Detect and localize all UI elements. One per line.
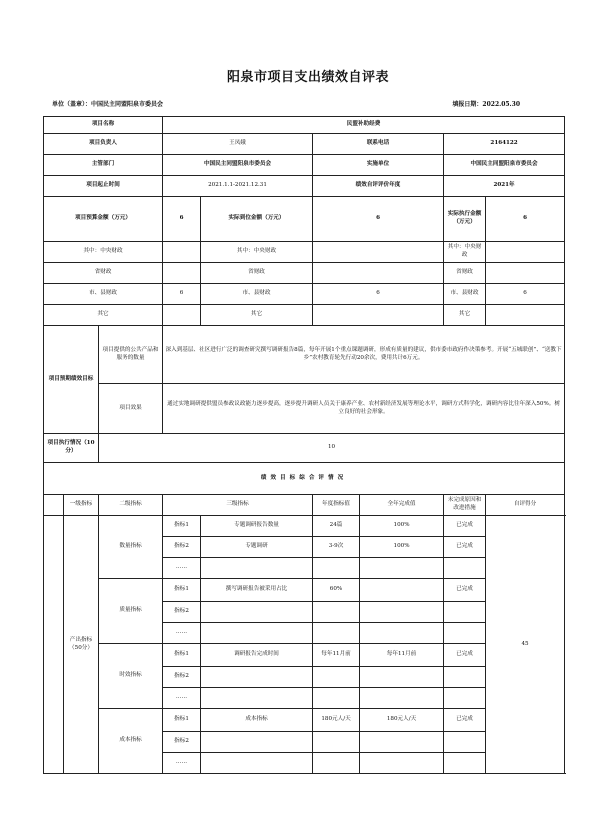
indicator-actual <box>360 732 444 753</box>
service-text: 深入到基层、社区进行广泛的调查研究撰写调研报告8篇，每年开展1个重点课题调研，形成有质量的建议，供市委市政府作决策参考。开展“五城联创”、“送教下乡”农村教育轮先行动20余次，费用共计6万元。 <box>163 326 565 384</box>
row-central <box>44 242 565 263</box>
indicator-index: 指标2 <box>163 537 201 558</box>
indicator-reason: 已完成 <box>444 516 486 537</box>
city-executed-label: 市、县财政 <box>444 284 486 305</box>
execution-value: 10 <box>99 434 565 463</box>
effect-text: 通过实地调研提供盟员参政议政能力逐步提高，逐步提升调研人员关于康养产业、农村新经济发展等理论水平，调研方式科学化，调研内容比往年深入50%。树立良好的社会形象。 <box>163 384 565 434</box>
indicator-actual <box>360 602 444 623</box>
evaluation-table <box>43 116 565 774</box>
header-actual: 全年完成值 <box>360 495 444 516</box>
group-name: 质量指标 <box>99 579 163 644</box>
indicator-index: …… <box>163 688 201 709</box>
group-name: 时效指标 <box>99 644 163 709</box>
province-label: 省财政 <box>44 263 163 284</box>
section-title: 绩效目标综合评情况 <box>44 463 565 495</box>
service-label: 项目提供的公共产品和服务的数量 <box>99 326 163 384</box>
indicator-name <box>201 667 313 688</box>
header-spacer <box>44 495 64 516</box>
indicator-actual <box>360 667 444 688</box>
header-level1: 一级指标 <box>64 495 99 516</box>
executed-value: 6 <box>486 197 565 242</box>
indicator-reason <box>444 602 486 623</box>
indicator-name <box>201 688 313 709</box>
header-reason: 未完成原因和改进措施 <box>444 495 486 516</box>
indicator-target: 180元人/天 <box>313 709 360 732</box>
table-row <box>44 516 565 537</box>
phone-value: 2164122 <box>444 134 565 155</box>
row-project-name <box>44 117 565 134</box>
indicator-index: 指标1 <box>163 579 201 602</box>
indicator-target <box>313 623 360 644</box>
indicator-actual <box>360 688 444 709</box>
indicator-actual <box>360 623 444 644</box>
indicator-reason: 已完成 <box>444 709 486 732</box>
page-title: 阳泉市项目支出绩效自评表 <box>226 70 389 85</box>
central-executed <box>486 242 565 263</box>
project-name-value: 民盟补助经费 <box>163 117 565 134</box>
province-budget <box>163 263 201 284</box>
impl-value: 中国民主同盟阳泉市委员会 <box>444 155 565 176</box>
indicator-reason <box>444 753 486 774</box>
row-budget <box>44 197 565 242</box>
indicator-index: 指标2 <box>163 602 201 623</box>
central-label: 其中：中央财政 <box>44 242 163 263</box>
indicator-reason <box>444 732 486 753</box>
indicator-target: 每年11月前 <box>313 644 360 667</box>
province-arrived-label: 省财政 <box>201 263 313 284</box>
indicator-target <box>313 602 360 623</box>
row-province <box>44 263 565 284</box>
indicator-reason <box>444 558 486 579</box>
indicator-target: 60% <box>313 579 360 602</box>
header-level3: 三级指标 <box>163 495 313 516</box>
indicator-target <box>313 753 360 774</box>
arrived-value: 6 <box>313 197 444 242</box>
indicator-target: 3-9次 <box>313 537 360 558</box>
city-budget: 6 <box>163 284 201 305</box>
indicator-index: 指标1 <box>163 516 201 537</box>
row-execution <box>44 434 565 463</box>
indicator-index: 指标2 <box>163 667 201 688</box>
indicator-name: 调研报告完成时间 <box>201 644 313 667</box>
unit-label: 单位（盖章）：中国民主同盟阳泉市委员会 <box>52 101 164 108</box>
indicator-actual <box>360 579 444 602</box>
period-label: 项目起止时间 <box>44 176 163 197</box>
indicator-name <box>201 602 313 623</box>
row-period <box>44 176 565 197</box>
province-executed <box>486 263 565 284</box>
row-headers <box>44 495 565 516</box>
indicator-actual: 每年11月前 <box>360 644 444 667</box>
city-arrived-label: 市、县财政 <box>201 284 313 305</box>
central-executed-label: 其中：中央财政 <box>444 242 486 263</box>
indicator-reason <box>444 667 486 688</box>
indicator-index: 指标1 <box>163 644 201 667</box>
indicator-actual <box>360 753 444 774</box>
indicator-actual: 100% <box>360 516 444 537</box>
executed-label: 实际执行金额（万元） <box>444 197 486 242</box>
leader-value: 王凤娥 <box>163 134 313 155</box>
indicator-actual: 100% <box>360 537 444 558</box>
indicator-target: 24篇 <box>313 516 360 537</box>
indicator-actual <box>360 558 444 579</box>
row-section-title <box>44 463 565 495</box>
indicator-name: 专题调研报告数量 <box>201 516 313 537</box>
project-name-label: 项目名称 <box>44 117 163 134</box>
indicator-reason <box>444 623 486 644</box>
other-executed <box>486 305 565 326</box>
indicator-name: 成本指标 <box>201 709 313 732</box>
goals-label: 项目预期绩效目标 <box>44 326 99 434</box>
indicator-target <box>313 558 360 579</box>
indicator-name <box>201 753 313 774</box>
dept-value: 中国民主同盟阳泉市委员会 <box>163 155 313 176</box>
effect-label: 项目效果 <box>99 384 163 434</box>
central-budget <box>163 242 201 263</box>
indicator-target <box>313 667 360 688</box>
central-arrived-label: 其中：中央财政 <box>201 242 313 263</box>
city-executed: 6 <box>486 284 565 305</box>
group-name: 数量指标 <box>99 516 163 579</box>
indicator-index: …… <box>163 623 201 644</box>
indicator-index: …… <box>163 558 201 579</box>
fill-date: 填报日期：2022.05.30 <box>452 101 520 108</box>
indicator-actual: 180元人/天 <box>360 709 444 732</box>
row-city <box>44 284 565 305</box>
indicator-index: 指标1 <box>163 709 201 732</box>
row-goals-service <box>44 326 565 384</box>
row-other <box>44 305 565 326</box>
indicator-name <box>201 732 313 753</box>
budget-label: 项目预算金额（万元） <box>44 197 163 242</box>
indicator-name: 撰写调研报告被采用占比 <box>201 579 313 602</box>
city-arrived: 6 <box>313 284 444 305</box>
city-label: 市、县财政 <box>44 284 163 305</box>
indicator-reason: 已完成 <box>444 579 486 602</box>
row-leader <box>44 134 565 155</box>
other-label: 其它 <box>44 305 163 326</box>
indicator-name: 专题调研 <box>201 537 313 558</box>
other-budget <box>163 305 201 326</box>
other-arrived <box>313 305 444 326</box>
indicator-name <box>201 558 313 579</box>
budget-value: 6 <box>163 197 201 242</box>
header-level2: 二级指标 <box>99 495 163 516</box>
other-arrived-label: 其它 <box>201 305 313 326</box>
output-label: 产出指标（50分） <box>64 516 99 774</box>
indicator-name <box>201 623 313 644</box>
year-label: 绩效自评评价年度 <box>313 176 444 197</box>
output-score: 45 <box>486 516 565 774</box>
group-name: 成本指标 <box>99 709 163 774</box>
indicator-target <box>313 732 360 753</box>
province-executed-label: 省财政 <box>444 263 486 284</box>
impl-label: 实施单位 <box>313 155 444 176</box>
year-value: 2021年 <box>444 176 565 197</box>
central-arrived <box>313 242 444 263</box>
row-goals-effect <box>44 384 565 434</box>
indicator-reason: 已完成 <box>444 537 486 558</box>
header-target: 年度指标值 <box>313 495 360 516</box>
dept-label: 主管部门 <box>44 155 163 176</box>
row-dept <box>44 155 565 176</box>
leader-label: 项目负责人 <box>44 134 163 155</box>
output-spacer <box>44 516 64 774</box>
period-value: 2021.1.1-2021.12.31 <box>163 176 313 197</box>
phone-label: 联系电话 <box>313 134 444 155</box>
indicator-reason: 已完成 <box>444 644 486 667</box>
indicator-reason <box>444 688 486 709</box>
indicator-index: …… <box>163 753 201 774</box>
indicator-index: 指标2 <box>163 732 201 753</box>
indicator-target <box>313 688 360 709</box>
arrived-label: 实际到位金额（万元） <box>201 197 313 242</box>
province-arrived <box>313 263 444 284</box>
other-executed-label: 其它 <box>444 305 486 326</box>
header-score: 自评得分 <box>486 495 565 516</box>
execution-label: 项目执行情况（10分） <box>44 434 99 463</box>
